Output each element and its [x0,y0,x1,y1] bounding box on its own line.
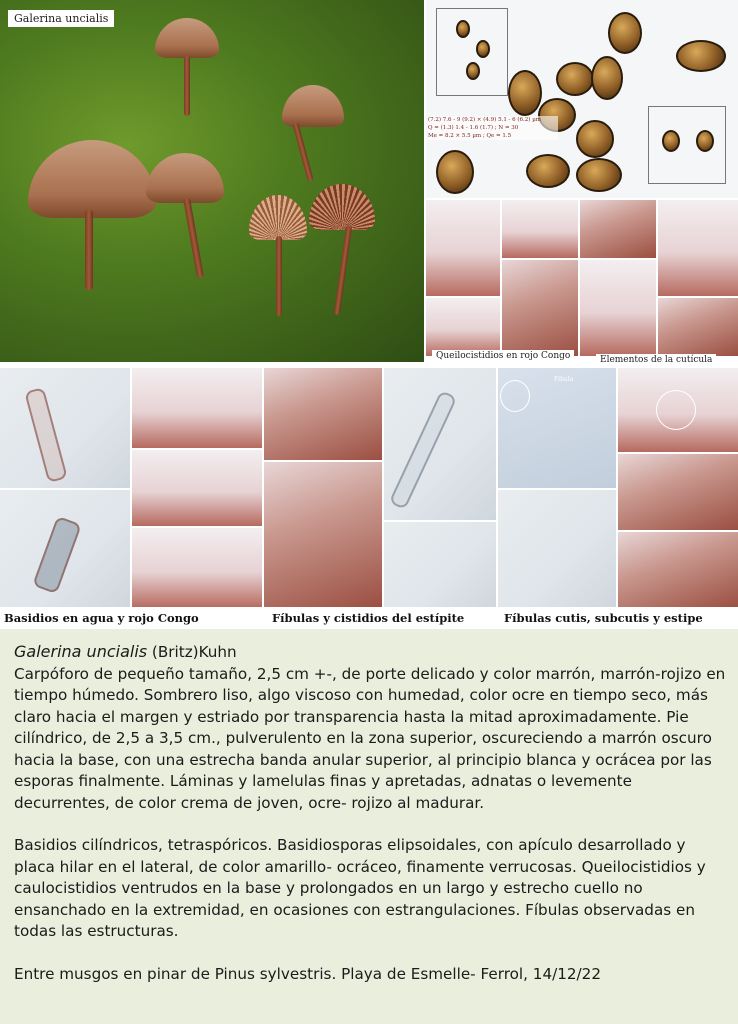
clamp-highlight-circle [656,390,696,430]
cutis-clamps-photo [498,490,616,608]
spores-inset-right [648,106,726,184]
mushroom-cap [28,140,156,218]
cheilocystidia-photo [502,200,578,258]
mushroom-stem [183,198,204,278]
spores-inset-left [436,8,508,96]
description-paragraph: Basidios cilíndricos, tetraspóricos. Basidiosporas elipsoidales, con apículo desarrollado y placa hilar en el lateral, de color amarillo- ocráceo, finamente verrucosas. Queilocistidios y caulocistidios ventrudos en la base y prolongados en un largo y estrecho cuello no ensanchado en la extremidad, en ocasiones con estrangulaciones. Fíbulas observadas en todas las estructuras. [14,836,706,940]
spore [508,70,542,116]
clamp-highlight-circle [500,380,530,412]
basidia-water-photo [0,368,130,488]
cheilocystidia-photo [426,298,500,356]
spore [608,12,642,54]
spore-measure-line: Q = (1.3) 1.4 - 1.6 (1.7) ; N = 30 [428,125,519,131]
basidia-water-photo [0,490,130,608]
habitat-note: Entre musgos en pinar de Pinus sylvestris. Playa de Esmelle- Ferrol, 14/12/22 [14,964,601,983]
mushroom-cap [282,85,344,127]
spore [591,56,623,100]
description-paragraph: Carpóforo de pequeño tamaño, 2,5 cm +-, de porte delicado y color marrón, marrón-rojizo en tiempo húmedo. Sombrero liso, algo viscoso con humedad, color ocre en tiempo seco, más claro hacia el margen y estriado por transparencia hasta la mitad aproximadamente. Pie cilíndrico, de 2,5 a 3,5 cm., pulverulento en la zona superior, oscureciendo a marrón oscuro hacia la base, con una estrecha banda anular superior, al principio blanca y ocrácea por las esporas finalmente. Láminas y lamelulas finas y apretadas, adnatas o levemente decurrentes, de color crema de joven, ocre- rojizo al madurar. [14,664,726,812]
spore-measure-line: Me = 8.2 × 5.5 µm ; Qe = 1.5 [428,133,512,139]
basidia-congo-photo [132,528,262,608]
mushroom-gills [249,195,307,240]
spore [476,40,490,58]
spore-measurements [428,116,558,140]
caption-queilocistidios: Queilocistidios en rojo Congo [432,350,574,362]
spore [576,120,614,158]
spore [526,154,570,188]
mushroom-stem [85,210,93,290]
cuticle-photo [580,260,656,356]
mushroom-cap [146,153,224,203]
mushroom-stem [276,236,282,316]
mushroom-stem [184,56,190,116]
basidium [32,516,82,594]
spore [696,130,714,152]
stipe-clamps-photo [264,462,382,608]
stipe-clamps-photo [618,532,738,608]
species-author: (Britz)Kuhn [147,643,237,661]
spore [456,20,470,38]
caption-basidios: Basidios en agua y rojo Congo [0,607,266,629]
cheilocystidia-photo [502,260,578,356]
caption-fibulas-estipite: Fíbulas y cistidios del estípite [264,607,504,629]
basidia-congo-photo [132,450,262,526]
cuticle-photo [580,200,656,258]
cuticle-photo [658,200,738,296]
caulocystidia-photo [384,522,496,608]
mushroom-gills [309,184,375,230]
mushroom-stem [334,225,352,315]
spores-photo [426,0,738,198]
spore [676,40,726,72]
species-title [14,641,730,664]
mushroom-cap [155,18,219,58]
cheilocystidia-photo [426,200,500,296]
basidium [24,387,68,483]
subcutis-clamps-photo [618,368,738,452]
stipe-clamps-photo [264,368,382,460]
caption-fibulas-cutis: Fíbulas cutis, subcutis y estipe [498,607,738,629]
subcutis-clamps-photo [618,454,738,530]
caulocystidium [389,390,458,510]
caption-cuticula: Elementos de la cutícula [596,354,716,366]
cutis-clamps-photo [498,368,616,488]
spore [662,130,680,152]
mushroom-stem [292,122,313,182]
clamp-tag: Fíbula [554,376,574,383]
spore [576,158,622,192]
species-name: Galerina uncialis [14,642,148,661]
description-text [14,641,730,1006]
spore [556,62,594,96]
caulocystidia-photo [384,368,496,520]
basidia-congo-photo [132,368,262,448]
species-label: Galerina uncialis [8,10,114,27]
spore [436,150,474,194]
spore [466,62,480,80]
habitat-photo [0,0,424,362]
spore-measure-line: (7.2) 7.6 - 9 (9.2) × (4.9) 5.1 - 6 (6.2) µm [428,117,541,123]
description-panel [0,629,738,1024]
cuticle-photo [658,298,738,356]
